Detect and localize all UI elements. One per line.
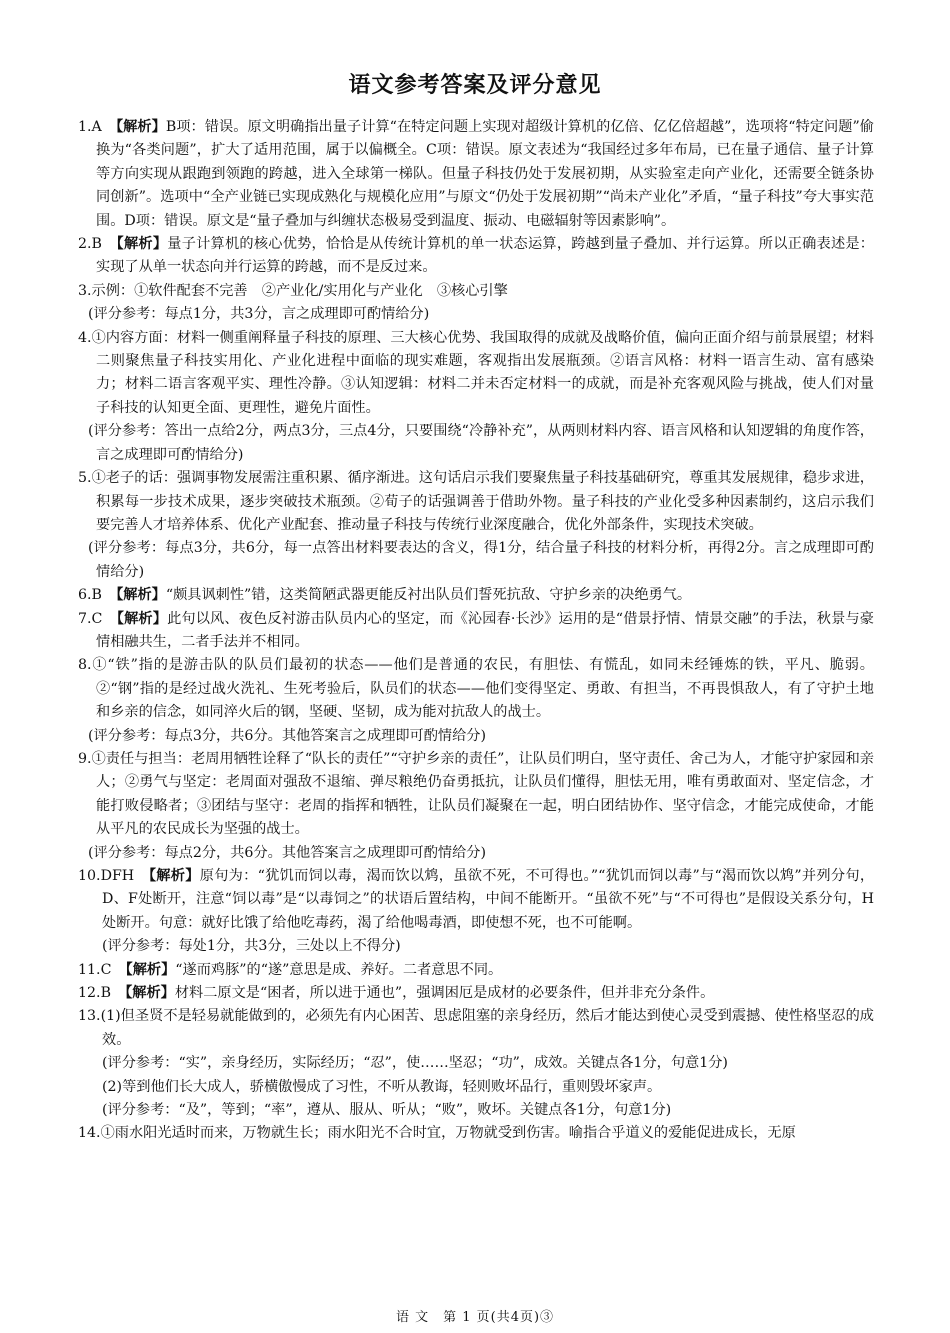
answer-13: 13.(1)但圣贤不是轻易就能做到的，必须先有内心困苦、思虑阻塞的亲身经历，然后才能达到使心灵受到震撼、使性格坚忍的成效。 [78, 1008, 874, 1048]
answer-2 [78, 233, 874, 280]
answer-content [78, 116, 874, 1146]
answer-3: 3.示例：①软件配套不完善 ②产业化/实用化与产业化 ③核心引擎 [78, 282, 508, 299]
answer-number: 10.DFH [78, 868, 135, 884]
analysis-tag: 【解析】 [116, 610, 168, 627]
answer-8: 8.①“铁”指的是游击队的队员们最初的状态——他们是普通的农民，有胆怯、有慌乱，如同未经锤炼的铁，平凡、脆弱。②“钢”指的是经过战火洗礼、生死考验后，队员们的状态——他们变得坚定、勇敢、有担当，不再畏惧敌人，有了守护土地和乡亲的信念，如同淬火后的钢，坚硬、坚韧，成为能对抗敌人的战士。 [78, 657, 874, 721]
page-footer: 语 文 第 1 页(共4页)③ [395, 1310, 555, 1325]
page-title: 语文参考答案及评分意见 [348, 73, 602, 98]
scoring-note: (评分参考：“实”，亲身经历，实际经历；“忍”，使……坚忍；“功”，成效。关键点各1分，句意1分) [102, 1055, 728, 1072]
answer-text: “遂而鸡豚”的“遂”意思是成、养好。二者意思不同。 [175, 961, 503, 978]
scoring-note: (评分参考：“及”，等到；“率”，遵从、服从、听从；“败”，败坏。关键点各1分，句意1分) [102, 1102, 672, 1119]
answer-11 [78, 959, 874, 982]
answer-text: 材料二原文是“困者，所以进于通也”，强调困厄是成材的必要条件，但并非充分条件。 [174, 985, 715, 1002]
answer-text: “颇具讽刺性”错，这类简陋武器更能反衬出队员们誓死抗敌、守护乡亲的决绝勇气。 [165, 587, 692, 604]
answer-text: B项：错误。原文明确指出量子计算“在特定问题上实现对超级计算机的亿倍、亿亿倍超越”，选项将“特定问题”偷换为“各类问题”，扩大了适用范围，属于以偏概全。C项：错误。原文表述为“我国经过多年布局，已在量子通信、量子计算等方向实现从跟跑到领跑的跨越，进入全球第一梯队。但量子科技仍处于发展初期，从实验室走向产业化，还需要全链条协同创新”。选项中“全产业链已实现成熟化与规模化应用”与原文“仍处于发展初期”“尚未产业化”矛盾，“量子科技”夸大事实范围。D项：错误。原文是“量子叠加与纠缠状态极易受到温度、振动、电磁辐射等因素影响”。 [96, 119, 874, 229]
answer-13-part-2: (2)等到他们长大成人，骄横傲慢成了习性，不听从教诲，轻则败坏品行，重则毁坏家声。 [102, 1078, 662, 1095]
scoring-note: (评分参考：每处1分，共3分，三处以上不得分) [102, 938, 401, 955]
answer-12 [78, 982, 874, 1005]
analysis-tag: 【解析】 [125, 961, 176, 978]
analysis-tag: 【解析】 [116, 119, 166, 135]
answer-text: 此句以风、夜色反衬游击队员内心的坚定，而《沁园春·长沙》运用的是“借景抒情、情景交融”的手法，秋景与豪情相融共生，二者手法并不相同。 [96, 610, 874, 650]
answer-9: 9.①责任与担当：老周用牺牲诠释了“队长的责任”“守护乡亲的责任”，让队员们明白，坚守责任、舍己为人，才能守护家园和亲人；②勇气与坚定：老周面对强敌不退缩、弹尽粮绝仍奋勇抵抗，让队员们懂得，胆怯无用，唯有勇敢面对、坚定信念，才能打败侵略者；③团结与坚守：老周的指挥和牺牲，让队员们凝聚在一起，明白团结协作、坚守信念，才能完成使命，才能从平凡的农民成长为坚强的战士。 [78, 750, 874, 838]
scoring-note: (评分参考：每点3分，共6分。其他答案言之成理即可酌情给分) [88, 727, 487, 744]
answer-10 [78, 865, 874, 935]
answer-text: 量子计算机的核心优势，恰恰是从传统计算机的单一状态运算，跨越到量子叠加、并行运算。所以正确表述是：实现了从单一状态向并行运算的跨越，而不是反过来。 [96, 236, 874, 276]
scoring-note: (评分参考：每点2分，共6分。其他答案言之成理即可酌情给分) [88, 844, 487, 861]
answer-number: 12.B [78, 985, 111, 1002]
analysis-tag: 【解析】 [125, 985, 175, 1002]
answer-6 [78, 584, 874, 607]
answer-4: 4.①内容方面：材料一侧重阐释量子科技的原理、三大核心优势、我国取得的成就及战略价值，偏向正面介绍与前景展望；材料二则聚焦量子科技实用化、产业化进程中面临的现实难题，客观指出发展瓶颈。②语言风格：材料一语言生动、富有感染力；材料二语言客观平实、理性冷静。③认知逻辑：材料二并未否定材料一的成就，而是补充客观风险与挑战，使人们对量子科技的认知更全面、更理性，避免片面性。 [78, 329, 874, 416]
analysis-tag: 【解析】 [148, 868, 200, 884]
answer-number: 1.A [78, 119, 102, 135]
answer-14: 14.①雨水阳光适时而来，万物就生长；雨水阳光不合时宜，万物就受到伤害。喻指合乎道义的爱能促进成长，无原 [78, 1125, 796, 1142]
answer-number: 11.C [78, 961, 112, 978]
answer-text: 原句为：“犹饥而饲以毒，渴而饮以鸩，虽欲不死，不可得也。”“犹饥而饲以毒”与“渴而饮以鸩”并列分句，D、F处断开，注意“饲以毒”是“以毒饲之”的状语后置结构，中间不能断开。“虽欲不死”与“不可得也”是假设关系分句，H处断开。句意：就好比饿了给他吃毒药，渴了给他喝毒酒，即使想不死，也不可能啊。 [102, 868, 875, 931]
answer-number: 2.B [78, 236, 102, 253]
scoring-note: (评分参考：答出一点给2分，两点3分，三点4分，只要围绕“冷静补充”，从两则材料内容、语言风格和认知逻辑的角度作答，言之成理即可酌情给分) [88, 423, 874, 463]
scoring-note: (评分参考：每点3分，共6分，每一点答出材料要表达的含义，得1分，结合量子科技的材料分析，再得2分。言之成理即可酌情给分) [88, 540, 874, 580]
answer-5: 5.①老子的话：强调事物发展需注重积累、循序渐进。这句话启示我们要聚焦量子科技基础研究，尊重其发展规律，稳步求进，积累每一步技术成果，逐步突破技术瓶颈。②荀子的话强调善于借助外物。量子科技的产业化受多种因素制约，这启示我们要完善人才培养体系、优化产业配套、推动量子科技与传统行业深度融合，优化外部条件，实现技术突破。 [78, 470, 874, 533]
answer-number: 6.B [78, 587, 102, 604]
answer-7 [78, 608, 874, 655]
scoring-note: (评分参考：每点1分，共3分，言之成理即可酌情给分) [88, 306, 430, 323]
answer-1 [78, 116, 874, 233]
analysis-tag: 【解析】 [116, 587, 166, 604]
answer-number: 7.C [78, 610, 103, 627]
analysis-tag: 【解析】 [116, 236, 168, 253]
